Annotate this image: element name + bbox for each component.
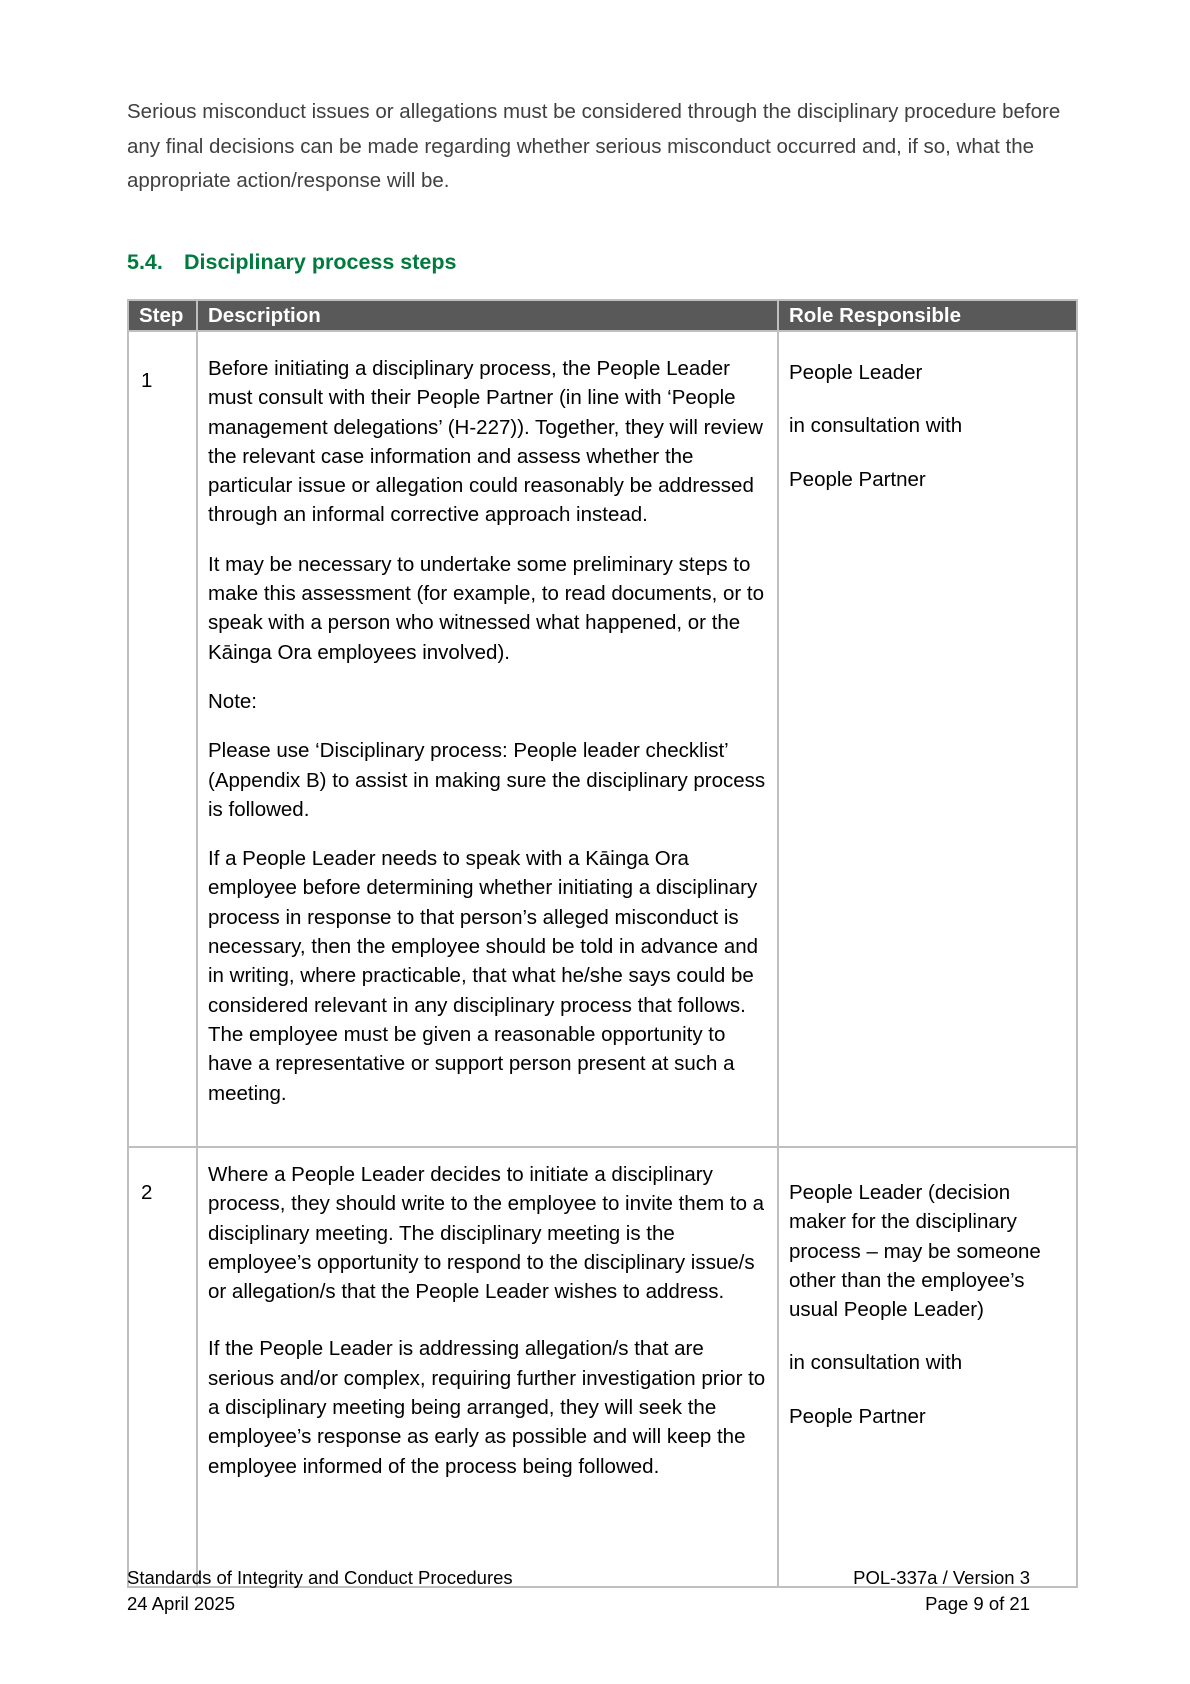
- role-line: People Partner: [789, 467, 926, 491]
- section-number: 5.4.: [127, 250, 163, 274]
- table-row: [128, 1147, 1077, 1587]
- role-line: in consultation with: [789, 414, 963, 438]
- step-number: 2: [128, 1147, 197, 1587]
- role-line: People Leader (decision maker for the disciplinary process – may be someone other than the employee’s usual People Leader): [789, 1181, 1041, 1322]
- description-paragraph: If the People Leader is addressing allegation/s that are serious and/or complex, requiring further investigation prior to a disciplinary meeting being arranged, they will seek the employee’s response as early as possible and will keep the employee informed of the process being followed.: [208, 1337, 766, 1478]
- role-line: in consultation with: [789, 1351, 963, 1375]
- description-paragraph: Please use ‘Disciplinary process: People leader checklist’ (Appendix B) to assist in making sure the disciplinary process is followed.: [208, 739, 766, 821]
- description-paragraph: If a People Leader needs to speak with a Kāinga Ora employee before determining whether initiating a disciplinary process in response to that person’s alleged misconduct is necessary, then the employee should be told in advance and in writing, where practicable, that what he/she says could be considered relevant in any disciplinary process that follows. The employee must be given a reasonable opportunity to have a representative or support person present at such a meeting.: [208, 847, 759, 1105]
- role-responsible: [778, 1147, 1077, 1587]
- table-header-row: [128, 300, 1077, 331]
- role-line: People Leader: [789, 361, 923, 384]
- section-heading: [127, 250, 456, 275]
- step-description: [197, 1147, 778, 1587]
- section-title: Disciplinary process steps: [184, 250, 457, 274]
- table-row: [128, 331, 1077, 1147]
- role-responsible: [778, 331, 1077, 1147]
- header-step: Step: [128, 300, 197, 331]
- step-description: [197, 331, 778, 1147]
- description-paragraph: Where a People Leader decides to initiate a disciplinary process, they should write to the employee to invite them to a disciplinary meeting. The disciplinary meeting is the employee’s opportunity to respond to the disciplinary issue/s or allegation/s that the People Leader wishes to address.: [208, 1163, 765, 1304]
- description-paragraph: Before initiating a disciplinary process, the People Leader must consult with their People Partner (in line with ‘People management delegations’ (H-227)). Together, they will review the relevant case information and assess whether the particular issue or allegation could reasonably be addressed through an informal corrective approach instead.: [208, 357, 763, 527]
- header-description: Description: [197, 300, 778, 331]
- footer-date: 24 April 2025: [127, 1592, 236, 1614]
- footer-left: [127, 1565, 513, 1616]
- footer-doc-ref: POL-337a / Version 3: [853, 1567, 1030, 1588]
- footer-document-title: Standards of Integrity and Conduct Procedures: [127, 1567, 513, 1588]
- description-note-label: Note:: [208, 689, 257, 713]
- footer-page-number: Page 9 of 21: [925, 1592, 1030, 1614]
- header-role-responsible: Role Responsible: [778, 300, 1077, 331]
- role-line: People Partner: [789, 1404, 926, 1428]
- intro-paragraph: Serious misconduct issues or allegations must be considered through the disciplinary procedure before any final decisions can be made regarding whether serious misconduct occurred and, if so, what the appropriate action/response will be.: [127, 100, 1061, 192]
- step-number: 1: [128, 331, 197, 1147]
- footer-right: [830, 1565, 1030, 1616]
- disciplinary-steps-table: [127, 299, 1078, 1588]
- description-paragraph: It may be necessary to undertake some preliminary steps to make this assessment (for example, to read documents, or to speak with a person who witnessed what happened, or the Kāinga Ora employees involved).: [208, 552, 765, 664]
